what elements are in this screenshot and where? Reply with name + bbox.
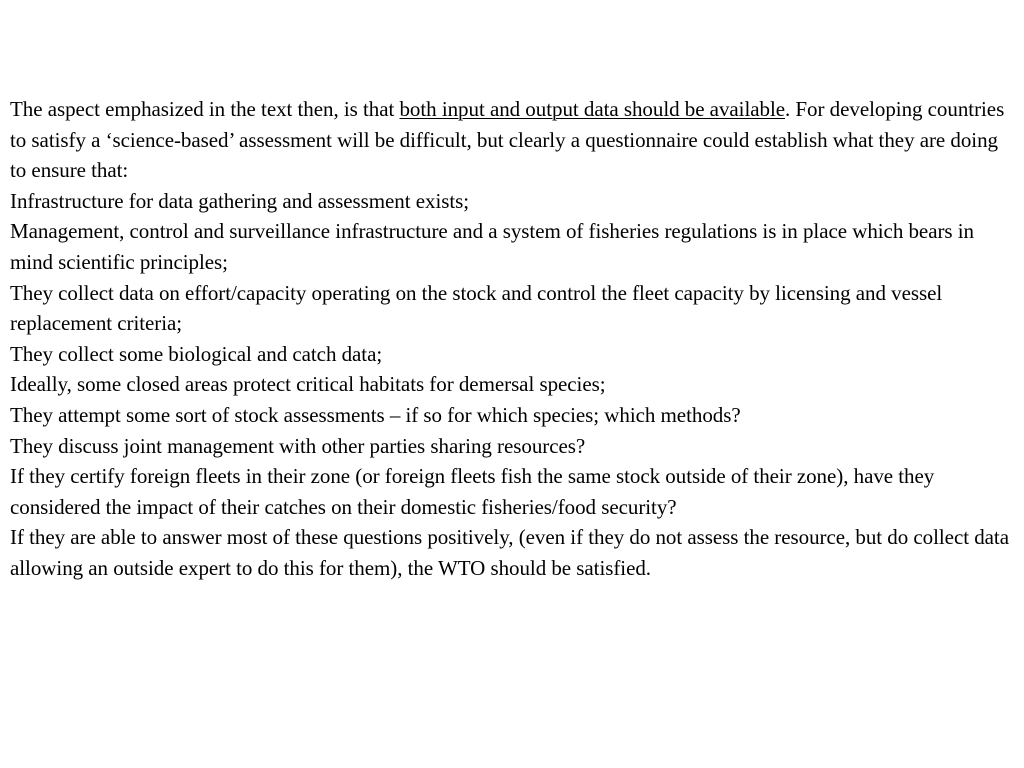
paragraph-stock-assessments: They attempt some sort of stock assessments – if so for which species; which methods? xyxy=(10,402,741,427)
text-body xyxy=(10,94,1014,584)
paragraph-management-control: Management, control and surveillance infrastructure and a system of fisheries regulations is in place which bears in mind scientific principles; xyxy=(10,219,974,274)
paragraph-closed-areas: Ideally, some closed areas protect critical habitats for demersal species; xyxy=(10,372,606,397)
paragraph-infrastructure: Infrastructure for data gathering and assessment exists; xyxy=(10,188,470,213)
paragraph-conclusion: If they are able to answer most of these questions positively, (even if they do not assess the resource, but do collect data allowing an outside expert to do this for them), the WTO should be satisfied. xyxy=(10,525,1009,580)
paragraph-foreign-fleets: If they certify foreign fleets in their zone (or foreign fleets fish the same stock outside of their zone), have they considered the impact of their catches on their domestic fisheries/food security? xyxy=(10,464,935,519)
intro-text-after: . For developing countries to satisfy a ‘science-based’ assessment will be difficult, but clearly a questionnaire could establish what they are doing to ensure that: xyxy=(10,97,1005,183)
intro-text-before: The aspect emphasized in the text then, is that xyxy=(10,97,400,121)
intro-emphasis-underlined: both input and output data should be available xyxy=(399,97,786,121)
paragraph-biological-data: They collect some biological and catch data; xyxy=(10,341,383,366)
paragraph-joint-management: They discuss joint management with other parties sharing resources? xyxy=(10,433,586,458)
intro-paragraph xyxy=(10,94,1014,186)
paragraph-effort-capacity: They collect data on effort/capacity operating on the stock and control the fleet capacity by licensing and vessel replacement criteria; xyxy=(10,280,943,336)
